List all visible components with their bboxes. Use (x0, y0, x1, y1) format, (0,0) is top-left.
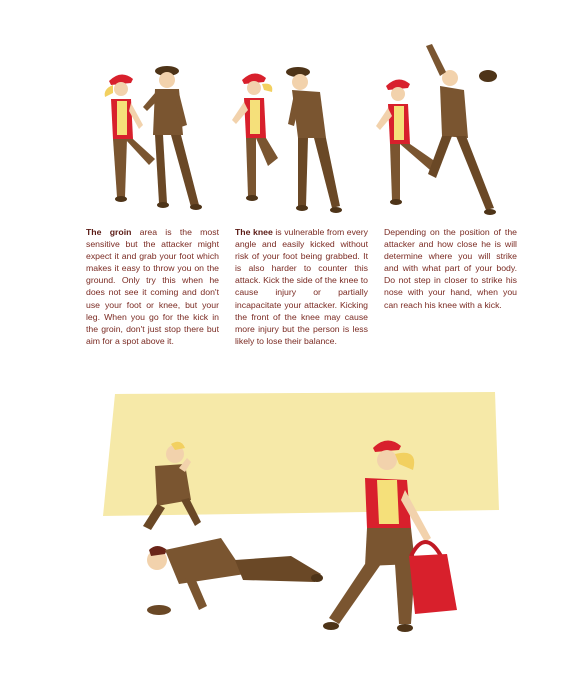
illustration-escape-scene (95, 388, 505, 648)
red-bag-icon (409, 542, 457, 614)
text-column-groin (86, 226, 219, 347)
defender-figure (376, 79, 436, 205)
defender-figure (232, 73, 278, 201)
illustration-groin-kick (95, 55, 220, 215)
illustration-knee-kick (228, 58, 358, 218)
attacker-figure (426, 44, 497, 215)
fallen-attacker-figure (147, 538, 323, 615)
illustration-attacker-knocked (372, 38, 507, 220)
attacker-figure (143, 66, 202, 210)
text-column-knee (235, 226, 368, 347)
attacker-figure (286, 67, 342, 213)
defender-figure (105, 74, 155, 202)
body-knee: is vulnerable from every angle and easily kicked without risk of your foot being grabbed. It is also harder to counter this attack. Kick the side of the knee to cause injury or partially incapacitate your attacker. Kicking the front of the knee may cause more injury but the person is less likely to lose their balance. (235, 227, 368, 346)
lead-groin: The groin (86, 227, 132, 237)
lead-knee: The knee (235, 227, 273, 237)
text-column-position (384, 226, 517, 311)
body-position: Depending on the position of the attacker and how close he is will determine where you will strike and with what part of your body. Do not step in closer to strike his nose with your hand, when you can reach his knee with a kick. (384, 227, 517, 310)
body-groin: area is the most sensitive but the attacker might expect it and grab your foot which makes it easy to throw you on the ground. Only try this when he does not see it coming and don't use your foot or knee, but your leg. When you go for the kick in the groin, don't just stop there but aim for a spot above it. (86, 227, 219, 346)
